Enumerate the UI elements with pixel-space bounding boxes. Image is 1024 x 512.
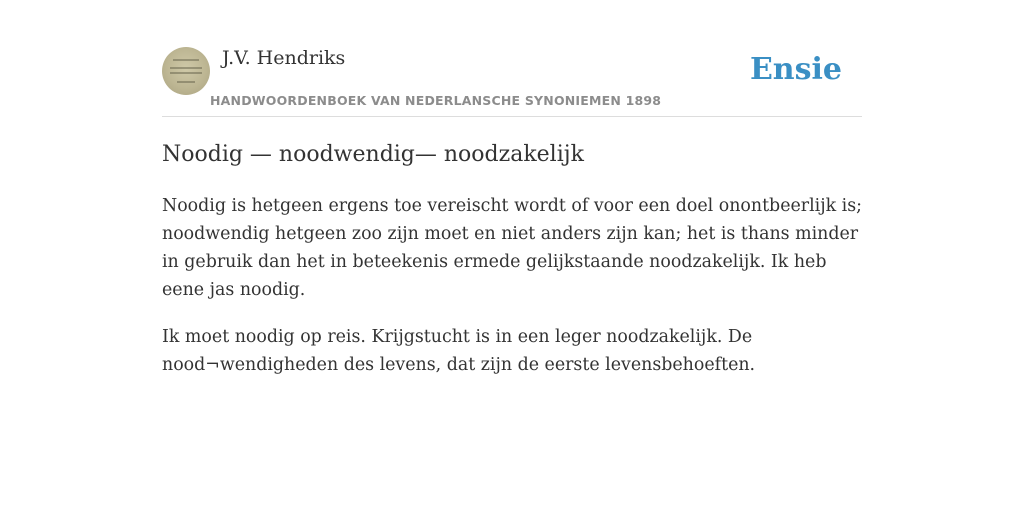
- source-title[interactable]: HANDWOORDENBOEK VAN NEDERLANSCHE SYNONIEMEN 1898: [210, 93, 662, 108]
- author-name[interactable]: J.V. Hendriks: [222, 47, 346, 69]
- article-paragraph: Noodig is hetgeen ergens toe vereischt wordt of voor een doel onontbeerlijk is; noodwendig hetgeen zoo zijn moet en niet anders zijn kan; het is thans minder in gebruik dan het in beteekenis ermede gelijkstaande noodzakelijk. Ik heb eene jas noodig.: [162, 196, 863, 300]
- article-body: [162, 192, 864, 398]
- avatar-detail: [177, 81, 195, 83]
- avatar-detail: [173, 59, 199, 61]
- header: [162, 46, 862, 117]
- avatar-detail: [170, 72, 202, 74]
- article-title: Noodig — noodwendig— noodzakelijk: [162, 142, 584, 167]
- brand-logo[interactable]: Ensie: [749, 52, 842, 87]
- author-avatar[interactable]: [162, 47, 210, 95]
- avatar-detail: [170, 67, 202, 69]
- article-paragraph: Ik moet noodig op reis. Krijgstucht is in een leger noodzakelijk. De nood¬wendigheden des levens, dat zijn de eerste levensbehoeften.: [162, 327, 756, 375]
